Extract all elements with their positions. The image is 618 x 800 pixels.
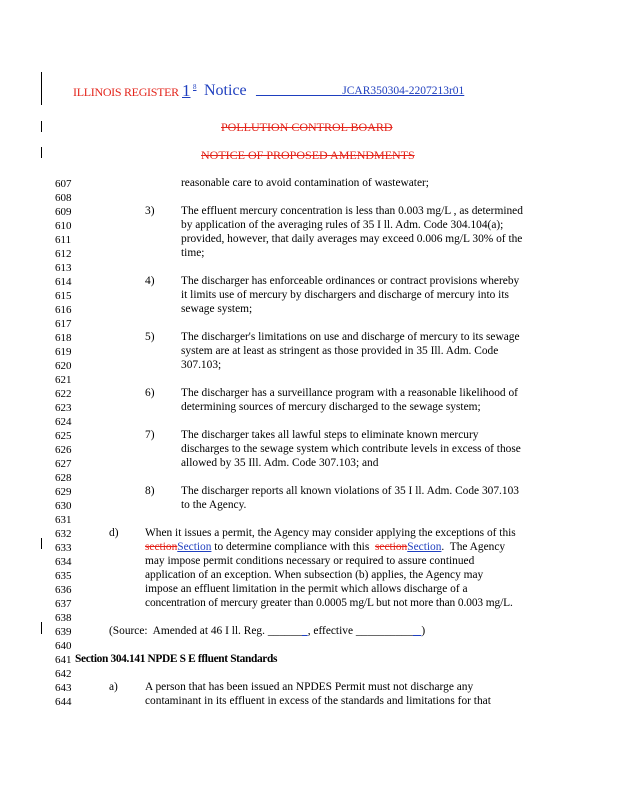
jcar-number: _______________JCAR350304-2207213r01 [256, 85, 465, 97]
text-line: concentration of mercury greater than 0.0005 mg/L but not more than 0.003 mg/L. [145, 597, 513, 609]
board-name: POLLUTION CONTROL BOARD [221, 120, 393, 134]
change-bar [41, 147, 42, 158]
register-title: ILLINOIS REGISTER [73, 85, 179, 99]
line-number: 642 [55, 668, 72, 680]
text-line: provided, however, that daily averages may exceed 0.006 mg/L 30% of the [181, 233, 523, 245]
line-number: 644 [55, 696, 72, 708]
line-number: 635 [55, 570, 72, 582]
line-number: 638 [55, 612, 72, 624]
line-number: 629 [55, 486, 72, 498]
text-line: The discharger's limitations on use and discharge of mercury to its sewage [181, 331, 520, 343]
item-label: 8) [145, 485, 155, 497]
text-line: A person that has been issued an NPDES Permit must not discharge any [145, 681, 474, 693]
source-text: (Source: Amended at 46 I ll. Reg. [109, 625, 268, 637]
page-superscript: 8 [193, 83, 197, 91]
line-number: 625 [55, 430, 72, 442]
blank-field: ______ [267, 625, 302, 637]
notice-title: NOTICE OF PROPOSED AMENDMENTS [201, 148, 415, 162]
text-line: time; [181, 247, 205, 259]
text-fragment: to determine compliance with this [211, 541, 375, 553]
text-line: contaminant in its effluent in excess of the standards and limitations for that [145, 695, 491, 707]
line-number: 627 [55, 458, 72, 470]
line-number: 612 [55, 248, 72, 260]
line-number: 624 [55, 416, 72, 428]
line-number: 630 [55, 500, 72, 512]
text-line: application of an exception. When subsection (b) applies, the Agency may [145, 569, 484, 581]
text-line: The discharger has a surveillance program with a reasonable likelihood of [181, 387, 518, 399]
text-line: 307.103; [181, 359, 222, 371]
text-line: The discharger takes all lawful steps to eliminate known mercury [181, 429, 479, 441]
line-number: 613 [55, 262, 72, 274]
item-label: 5) [145, 331, 155, 343]
line-number: 621 [55, 374, 72, 386]
source-text: , effective [307, 625, 356, 637]
change-bar [41, 121, 42, 132]
page-number: 1 [182, 81, 191, 100]
line-number: 616 [55, 304, 72, 316]
blank-field: __________ [355, 625, 413, 637]
source-note [109, 625, 425, 637]
text-line: allowed by 35 Ill. Adm. Code 307.103; and [181, 457, 379, 469]
deleted-text: section [374, 541, 408, 553]
jcar-number-text: JCAR350304-2207213r01 [342, 85, 465, 97]
text-line: sewage system; [181, 303, 253, 315]
line-number: 614 [55, 276, 72, 288]
text-line: impose an effluent limitation in the permit which allows discharge of a [145, 583, 468, 595]
change-bar [41, 72, 42, 105]
line-number: 623 [55, 402, 72, 414]
inserted-text: Section [177, 541, 212, 553]
text-line: determining sources of mercury discharged to the sewage system; [181, 401, 481, 413]
line-number: 640 [55, 640, 72, 652]
line-number: 615 [55, 290, 72, 302]
line-number: 608 [55, 192, 72, 204]
text-line: When it issues a permit, the Agency may consider applying the exceptions of this [145, 527, 516, 539]
line-number: 643 [55, 682, 72, 694]
change-bar [41, 622, 42, 634]
line-number: 620 [55, 360, 72, 372]
deleted-text: section [145, 541, 178, 553]
line-number: 626 [55, 444, 72, 456]
text-line: reasonable care to avoid contamination of wastewater; [181, 177, 429, 189]
line-number: 618 [55, 332, 72, 344]
line-number: 637 [55, 598, 72, 610]
text-line: The discharger has enforceable ordinances or contract provisions whereby [181, 275, 520, 287]
line-number: 622 [55, 388, 72, 400]
notice-label: Notice [204, 82, 247, 99]
line-number: 610 [55, 220, 72, 232]
text-line: by application of the averaging rules of 35 I ll. Adm. Code 304.104(a); [181, 219, 504, 231]
line-number: 607 [55, 178, 72, 190]
text-line: it limits use of mercury by dischargers and discharge of mercury into its [181, 289, 509, 301]
text-line: discharges to the sewage system which contribute levels in excess of those [181, 443, 521, 455]
text-line-amended [145, 541, 505, 553]
line-number: 617 [55, 318, 72, 330]
item-label: 3) [145, 205, 155, 217]
item-label: d) [109, 527, 119, 539]
line-number: 611 [55, 234, 72, 246]
inserted-text: Section [407, 541, 442, 553]
item-label: 7) [145, 429, 155, 441]
item-label: 6) [145, 387, 155, 399]
section-heading: Section 304.141 NPDE S E ffluent Standards [75, 653, 278, 665]
line-number: 636 [55, 584, 72, 596]
text-line: The effluent mercury concentration is less than 0.003 mg/L , as determined [181, 205, 523, 217]
line-number: 639 [55, 626, 72, 638]
line-number: 619 [55, 346, 72, 358]
item-label: a) [109, 681, 118, 693]
line-number: 632 [55, 528, 72, 540]
line-number: 631 [55, 514, 72, 526]
text-line: system are at least as stringent as those provided in 35 Ill. Adm. Code [181, 345, 499, 357]
item-label: 4) [145, 275, 155, 287]
line-number: 634 [55, 556, 72, 568]
line-number: 609 [55, 206, 72, 218]
source-text: ) [421, 625, 426, 637]
change-bar [41, 538, 42, 549]
text-fragment: . The Agency [441, 541, 506, 553]
text-line: The discharger reports all known violations of 35 I ll. Adm. Code 307.103 [181, 485, 519, 497]
text-line: may impose permit conditions necessary or required to assure continued [145, 555, 475, 567]
text-line: to the Agency. [181, 499, 247, 511]
line-number: 641 [55, 654, 72, 666]
line-number: 628 [55, 472, 72, 484]
line-number: 633 [55, 542, 72, 554]
